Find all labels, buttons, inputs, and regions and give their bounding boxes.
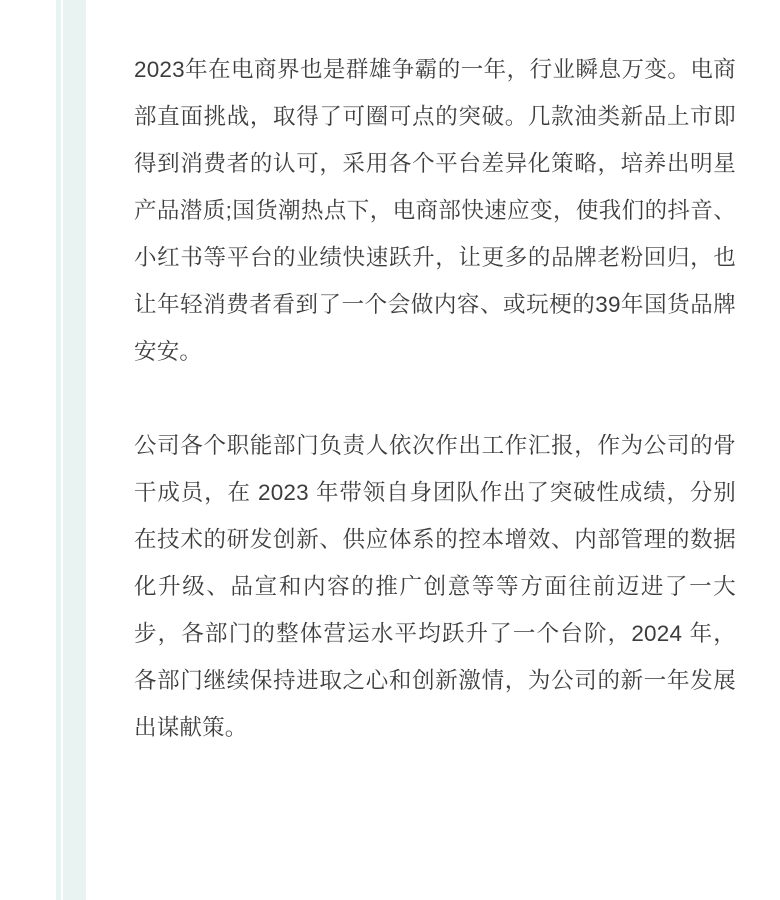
band-stripe-inner	[61, 0, 63, 900]
document-body	[86, 0, 780, 900]
left-decorative-band	[0, 0, 56, 900]
paragraph-department-report: 公司各个职能部门负责人依次作出工作汇报，作为公司的骨干成员，在 2023 年带领自身团队作出了突破性成绩，分别在技术的研发创新、供应体系的控本增效、内部管理的数据化升级、品宣和内容的推广创意等等方面往前迈进了一大步，各部门的整体营运水平均跃升了一个台阶，2024 年，各部门继续保持进取之心和创新激情，为公司的新一年发展出谋献策。	[134, 433, 736, 740]
paragraph-ecommerce-review: 2023年在电商界也是群雄争霸的一年，行业瞬息万变。电商部直面挑战，取得了可圈可点的突破。几款油类新品上市即得到消费者的认可，采用各个平台差异化策略，培养出明星产品潜质;国货潮热点下，电商部快速应变，使我们的抖音、小红书等平台的业绩快速跃升，让更多的品牌老粉回归，也让年轻消费者看到了一个会做内容、或玩梗的39年国货品牌安安。	[134, 57, 736, 364]
